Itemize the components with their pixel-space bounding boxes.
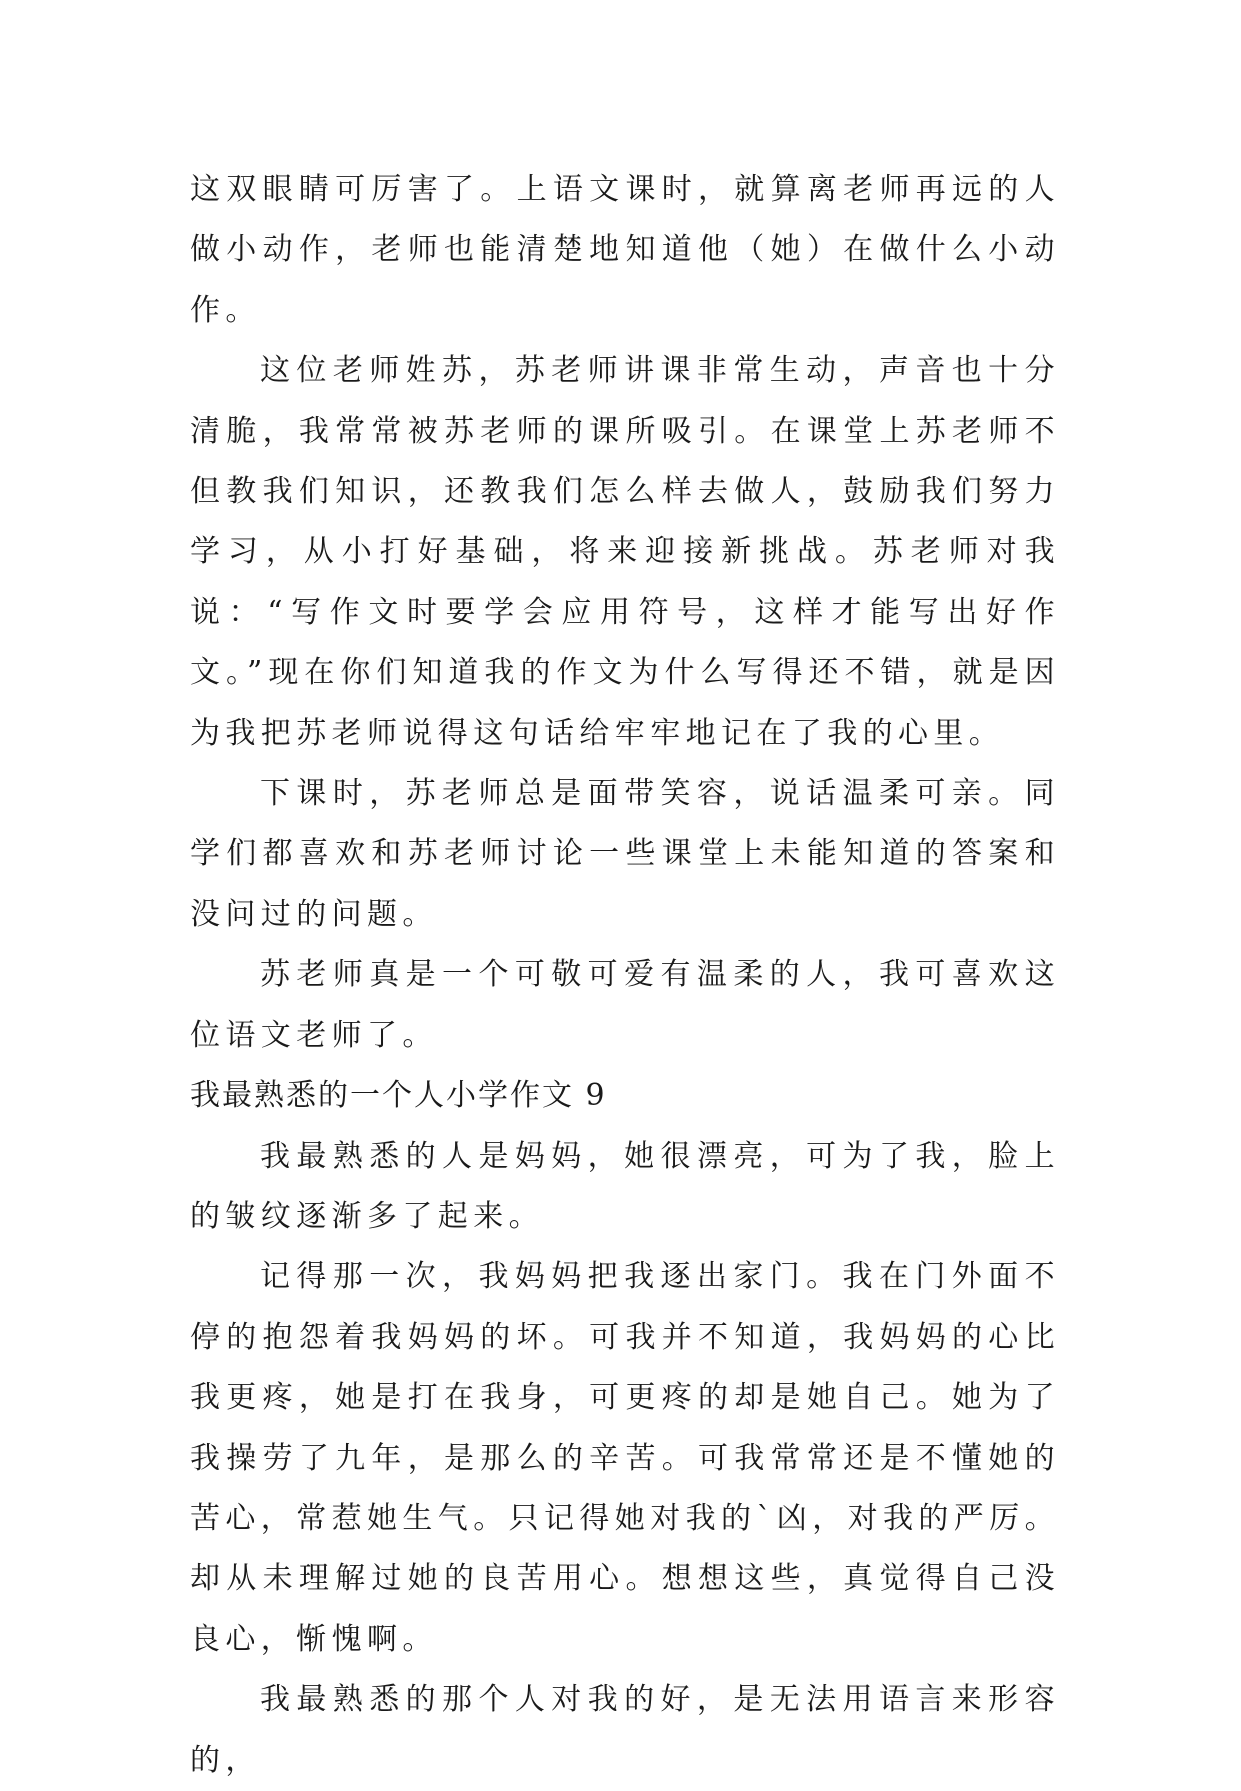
document-body bbox=[190, 160, 1060, 1791]
paragraph-su-teacher-lessons: 这位老师姓苏，苏老师讲课非常生动，声音也十分清脆，我常常被苏老师的课所吸引。在课堂上苏老师不但教我们知识，还教我们怎么样去做人，鼓励我们努力学习，从小打好基础，将来迎接新挑战。苏老师对我说：“写作文时要学会应用符号，这样才能写出好作文。”现在你们知道我的作文为什么写得还不错，就是因为我把苏老师说得这句话给牢牢地记在了我的心里。 bbox=[190, 353, 1060, 751]
paragraph-closing-fragment: 我最熟悉的那个人对我的好，是无法用语言来形容的， bbox=[190, 1682, 1060, 1778]
paragraph-mother-memory: 记得那一次，我妈妈把我逐出家门。我在门外面不停的抱怨着我妈妈的坏。可我并不知道，我妈妈的心比我更疼，她是打在我身，可更疼的却是她自己。她为了我操劳了九年，是那么的辛苦。可我常常还是不懂她的苦心，常惹她生气。只记得她对我的`凶，对我的严厉。却从未理解过她的良苦用心。想想这些，真觉得自己没良心，惭愧啊。 bbox=[190, 1259, 1060, 1657]
essay-heading: 我最熟悉的一个人小学作文 9 bbox=[190, 1078, 607, 1114]
paragraph-respectable-teacher: 苏老师真是一个可敬可爱有温柔的人，我可喜欢这位语文老师了。 bbox=[190, 957, 1060, 1053]
paragraph-mother-intro: 我最熟悉的人是妈妈，她很漂亮，可为了我，脸上的皱纹逐渐多了起来。 bbox=[190, 1138, 1060, 1234]
paragraph-continuation: 这双眼睛可厉害了。上语文课时，就算离老师再远的人做小动作，老师也能清楚地知道他（她）在做什么小动作。 bbox=[190, 172, 1060, 328]
paragraph-after-class: 下课时，苏老师总是面带笑容，说话温柔可亲。同学们都喜欢和苏老师讨论一些课堂上未能知道的答案和没问过的问题。 bbox=[190, 776, 1060, 932]
